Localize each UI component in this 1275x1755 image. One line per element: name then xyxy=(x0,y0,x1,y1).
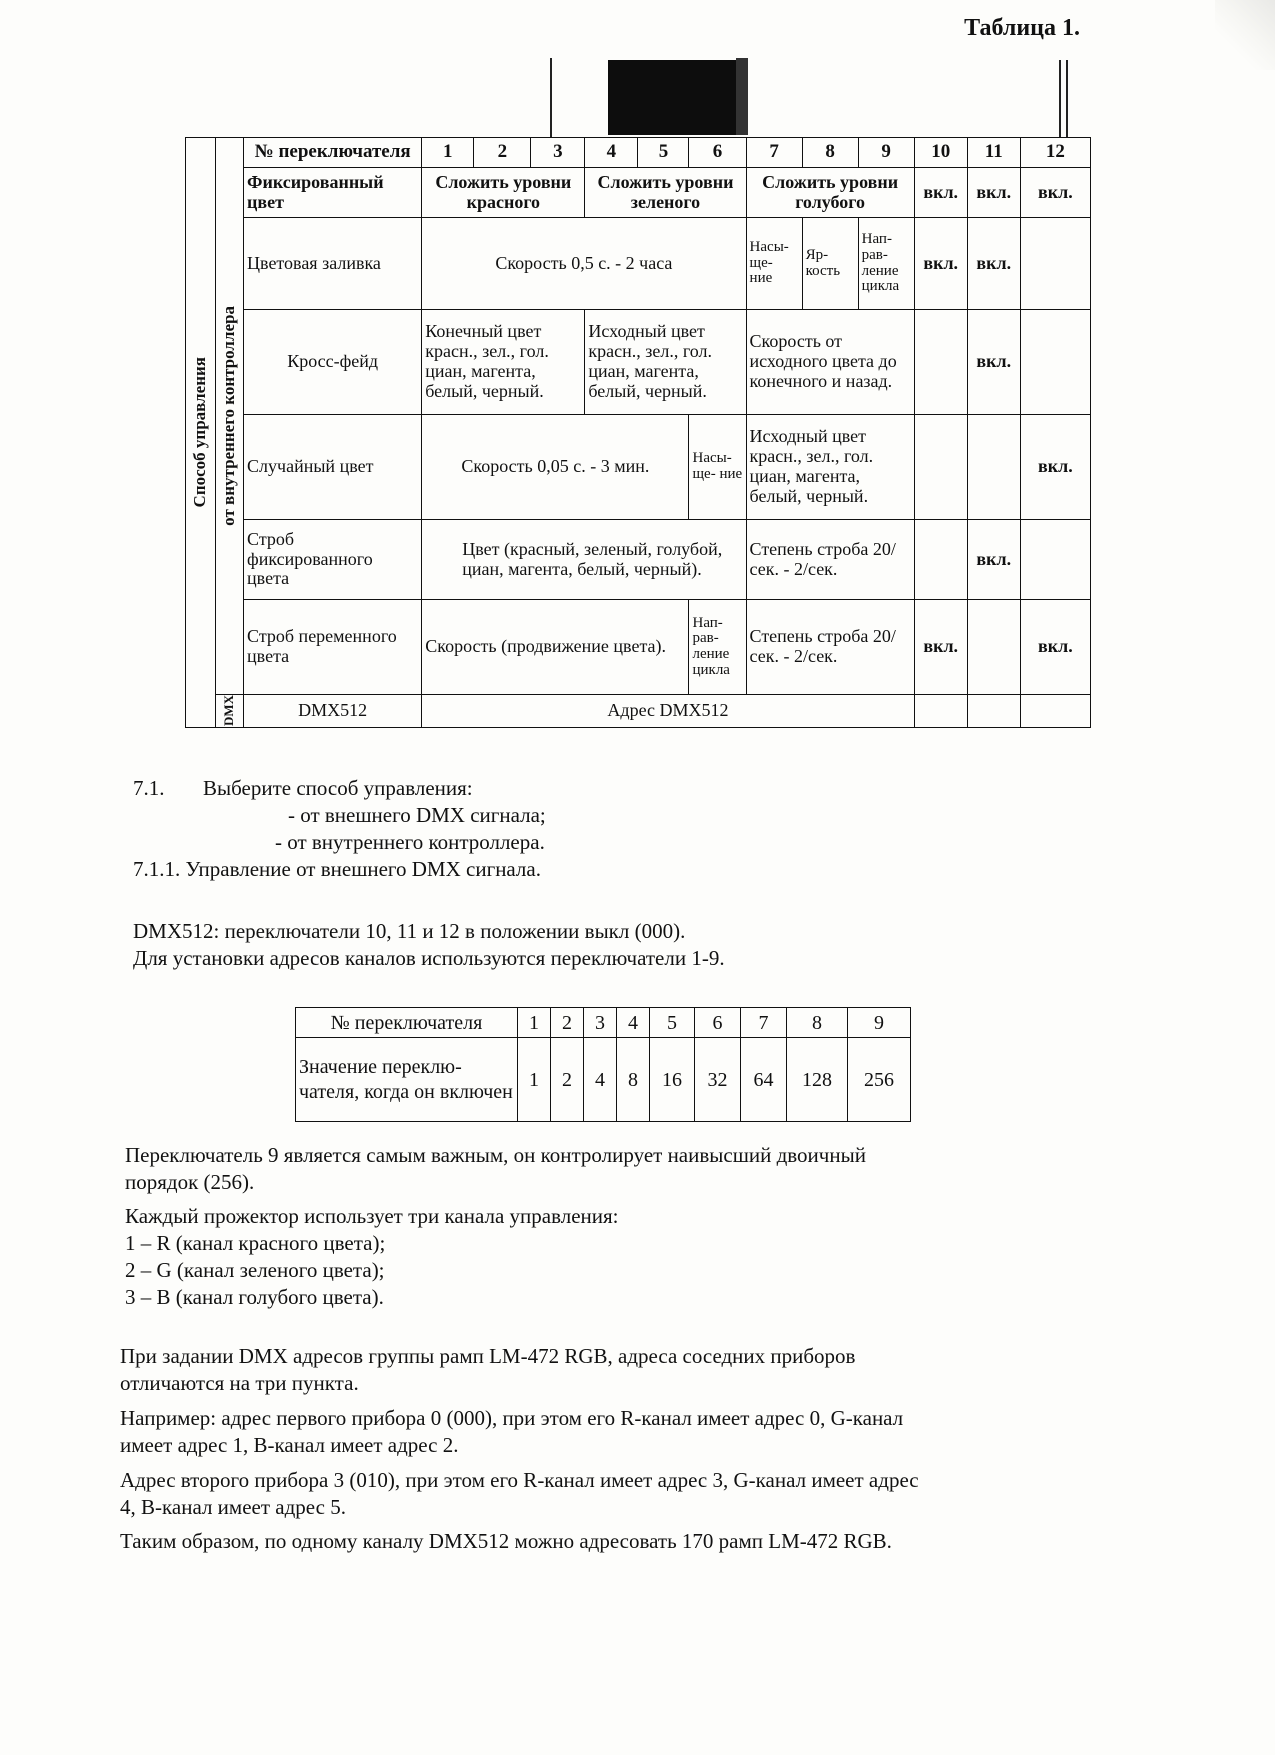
switch-value: 4 xyxy=(584,1038,617,1122)
switch-on-mark: вкл. xyxy=(967,310,1020,415)
mode-name: Строб фиксированного цвета xyxy=(244,520,422,600)
scan-smear xyxy=(608,60,736,135)
switch-on-mark: вкл. xyxy=(1020,415,1090,520)
paragraph: имеет адрес 1, B-канал имеет адрес 2. xyxy=(120,1433,459,1457)
cell-advance-speed: Скорость (продвижение цвета). xyxy=(422,600,689,695)
switch-on-mark: вкл. xyxy=(967,520,1020,600)
paragraph: Каждый прожектор использует три канала управления: xyxy=(125,1204,619,1228)
switch-number: 5 xyxy=(638,138,689,168)
cell-green-level: Сложить уровни зеленого xyxy=(585,168,746,218)
paragraph: Для установки адресов каналов используются переключатели 1-9. xyxy=(133,946,725,970)
cell-strobe-rate: Степень строба 20/сек. - 2/сек. xyxy=(746,600,914,695)
scan-line xyxy=(1066,60,1068,137)
table-row-variable-strobe xyxy=(186,600,1091,695)
control-mode-label-cell xyxy=(186,138,216,728)
switch-number: 4 xyxy=(585,138,638,168)
channel-item-b: 3 – B (канал голубого цвета). xyxy=(125,1285,384,1309)
paragraph: отличаются на три пункта. xyxy=(120,1371,359,1395)
switch-on-mark: вкл. xyxy=(914,168,967,218)
switch-value: 16 xyxy=(650,1038,695,1122)
switch-number: 3 xyxy=(584,1008,617,1038)
switch-number: 1 xyxy=(422,138,474,168)
section-heading: Выберите способ управления: xyxy=(203,776,473,800)
switch-number: 5 xyxy=(650,1008,695,1038)
cell-blue-level: Сложить уровни голубого xyxy=(746,168,914,218)
paragraph: Таким образом, по одному каналу DMX512 можно адресовать 170 рамп LM-472 RGB. xyxy=(120,1529,892,1553)
cell-crossfade-speed: Скорость от исходного цвета до конечного и назад. xyxy=(746,310,914,415)
empty-cell xyxy=(914,415,967,520)
section-number: 7.1. xyxy=(133,776,165,800)
paragraph: 4, B-канал имеет адрес 5. xyxy=(120,1495,346,1519)
switch-number: 6 xyxy=(695,1008,741,1038)
empty-cell xyxy=(914,310,967,415)
table-row-crossfade xyxy=(186,310,1091,415)
switch-number: 12 xyxy=(1020,138,1090,168)
subsection-heading: 7.1.1. Управление от внешнего DMX сигнала. xyxy=(133,857,541,881)
cell-strobe-rate: Степень строба 20/сек. - 2/сек. xyxy=(746,520,914,600)
empty-cell xyxy=(1020,310,1090,415)
switch-value: 256 xyxy=(848,1038,911,1122)
table-row-random-color xyxy=(186,415,1091,520)
switch-number: 2 xyxy=(474,138,531,168)
switch-number: 11 xyxy=(967,138,1020,168)
cell-random-speed: Скорость 0,05 с. - 3 мин. xyxy=(422,415,689,520)
cell-red-level: Сложить уровни красного xyxy=(422,168,585,218)
switch-on-mark: вкл. xyxy=(1020,168,1090,218)
scan-page-corner xyxy=(1215,0,1275,70)
table-row-fixed-color xyxy=(186,168,1091,218)
paragraph: DMX512: переключатели 10, 11 и 12 в положении выкл (000). xyxy=(133,919,686,943)
switch-number: 9 xyxy=(858,138,914,168)
cell-cycle-direction: Нап- рав- ление цикла xyxy=(858,218,914,310)
internal-controller-label: от внутреннего контроллера xyxy=(219,306,239,526)
switch-number-header: № переключателя xyxy=(296,1008,518,1038)
list-item: - от внутреннего контроллера. xyxy=(275,830,545,854)
switch-value: 32 xyxy=(695,1038,741,1122)
empty-cell xyxy=(967,695,1020,728)
switch-on-mark: вкл. xyxy=(967,218,1020,310)
cell-cycle-direction: Нап- рав- ление цикла xyxy=(689,600,746,695)
table-row xyxy=(296,1038,911,1122)
table-row-color-fill xyxy=(186,218,1091,310)
mode-name: Строб переменного цвета xyxy=(244,600,422,695)
table-header-row xyxy=(186,138,1091,168)
mode-name: Цветовая заливка xyxy=(244,218,422,310)
switch-number: 9 xyxy=(848,1008,911,1038)
internal-controller-label-cell xyxy=(216,138,244,695)
channel-item-g: 2 – G (канал зеленого цвета); xyxy=(125,1258,385,1282)
cell-end-color: Конечный цвет красн., зел., гол. циан, магента, белый, черный. xyxy=(422,310,585,415)
switch-value: 128 xyxy=(787,1038,848,1122)
table-row-fixed-strobe xyxy=(186,520,1091,600)
paragraph: При задании DMX адресов группы рамп LM-472 RGB, адреса соседних приборов xyxy=(120,1344,856,1368)
empty-cell xyxy=(1020,520,1090,600)
cell-fill-speed: Скорость 0,5 с. - 2 часа xyxy=(422,218,746,310)
scan-smear xyxy=(736,58,748,135)
switch-on-mark: вкл. xyxy=(914,218,967,310)
empty-cell xyxy=(967,600,1020,695)
switch-value: 1 xyxy=(518,1038,551,1122)
mode-name: Кросс-фейд xyxy=(244,310,422,415)
switch-value: 8 xyxy=(617,1038,650,1122)
paragraph: Адрес второго прибора 3 (010), при этом его R-канал имеет адрес 3, G-канал имеет адрес xyxy=(120,1468,919,1492)
cell-saturation: Насы- ще- ние xyxy=(746,218,802,310)
mode-switch-table xyxy=(185,137,1091,728)
switch-on-mark: вкл. xyxy=(967,168,1020,218)
switch-on-mark: вкл. xyxy=(914,600,967,695)
list-item: - от внешнего DMX сигнала; xyxy=(288,803,546,827)
paragraph: Например: адрес первого прибора 0 (000), при этом его R-канал имеет адрес 0, G-канал xyxy=(120,1406,904,1430)
switch-number: 6 xyxy=(689,138,746,168)
switch-number: 8 xyxy=(787,1008,848,1038)
table-row-dmx xyxy=(186,695,1091,728)
cell-saturation: Насы- ще- ние xyxy=(689,415,746,520)
cell-dmx-address: Адрес DMX512 xyxy=(422,695,914,728)
switch-number-header: № переключателя xyxy=(244,138,422,168)
paragraph: Переключатель 9 является самым важным, он контролирует наивысший двоичный xyxy=(125,1143,866,1167)
switch-value-table xyxy=(295,1007,911,1122)
switch-number: 8 xyxy=(802,138,858,168)
switch-on-mark: вкл. xyxy=(1020,600,1090,695)
paragraph: порядок (256). xyxy=(125,1170,255,1194)
table-caption: Таблица 1. xyxy=(964,15,1080,41)
switch-number: 4 xyxy=(617,1008,650,1038)
switch-number: 10 xyxy=(914,138,967,168)
cell-brightness: Яр- кость xyxy=(802,218,858,310)
switch-number: 1 xyxy=(518,1008,551,1038)
scan-line xyxy=(550,58,552,137)
switch-number: 2 xyxy=(551,1008,584,1038)
cell-strobe-color: Цвет (красный, зеленый, голубой, циан, магента, белый, черный). xyxy=(422,520,746,600)
empty-cell xyxy=(1020,218,1090,310)
switch-number: 7 xyxy=(741,1008,787,1038)
dmx-label-cell xyxy=(216,695,244,728)
cell-start-color: Исходный цвет красн., зел., гол. циан, магента, белый, черный. xyxy=(585,310,746,415)
control-mode-label: Способ управления xyxy=(190,357,210,508)
switch-value: 64 xyxy=(741,1038,787,1122)
switch-number: 7 xyxy=(746,138,802,168)
dmx-label: DMX xyxy=(221,695,237,727)
channel-item-r: 1 – R (канал красного цвета); xyxy=(125,1231,386,1255)
switch-value-label: Значение переклю- чателя, когда он включен xyxy=(296,1038,518,1122)
mode-name: Фиксированный цвет xyxy=(244,168,422,218)
switch-value: 2 xyxy=(551,1038,584,1122)
empty-cell xyxy=(914,520,967,600)
mode-name: Случайный цвет xyxy=(244,415,422,520)
table-header-row xyxy=(296,1008,911,1038)
scan-line xyxy=(1059,60,1061,137)
empty-cell xyxy=(914,695,967,728)
switch-number: 3 xyxy=(531,138,585,168)
empty-cell xyxy=(967,415,1020,520)
empty-cell xyxy=(1020,695,1090,728)
cell-start-color: Исходный цвет красн., зел., гол. циан, магента, белый, черный. xyxy=(746,415,914,520)
mode-name: DMX512 xyxy=(244,695,422,728)
